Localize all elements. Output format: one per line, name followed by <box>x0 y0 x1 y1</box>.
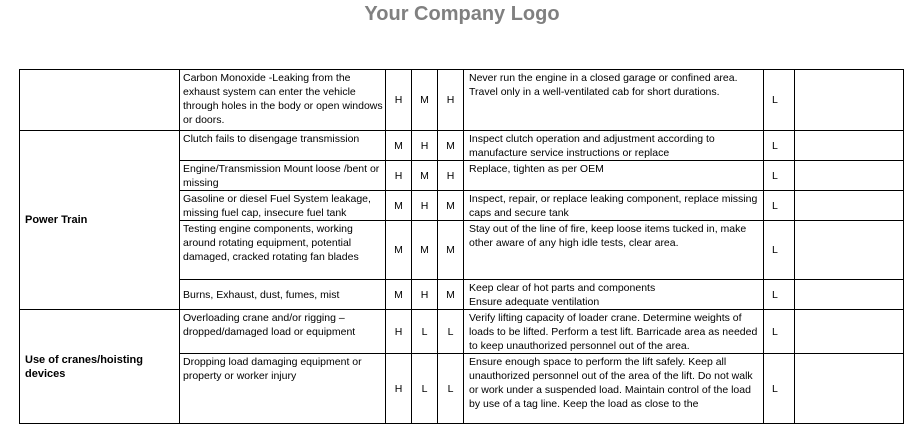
notes-cell <box>795 131 904 161</box>
residual-rating-cell: L <box>764 191 795 221</box>
hazard-cell: Overloading crane and/or rigging – dropped/damaged load or equipment <box>180 310 386 354</box>
rating-cell: M <box>386 221 412 280</box>
notes-cell <box>795 191 904 221</box>
residual-rating-cell: L <box>764 221 795 280</box>
control-cell: Verify lifting capacity of loader crane. Determine weights of loads to be lifted. Perform a test lift. Barricade area as needed to keep unauthorized personnel out of the area. <box>464 310 764 354</box>
company-logo-placeholder: Your Company Logo <box>364 3 560 25</box>
section-label <box>20 70 180 131</box>
hazard-cell: Carbon Monoxide -Leaking from the exhaust system can enter the vehicle through holes in the body or open windows or doors. <box>180 70 386 131</box>
rating-cell: M <box>438 280 464 310</box>
rating-cell: H <box>412 280 438 310</box>
rating-cell: M <box>412 221 438 280</box>
rating-cell: H <box>438 161 464 191</box>
rating-cell: M <box>412 161 438 191</box>
control-cell: Never run the engine in a closed garage or confined area. Travel only in a well-ventilated cab for short durations. <box>464 70 764 131</box>
control-cell: Ensure enough space to perform the lift safely. Keep all unauthorized personnel out of the area of the lift. Do not walk or work under a suspended load. Maintain control of the load by use of a tag line. Keep the load as close to the <box>464 354 764 424</box>
rating-cell: L <box>412 310 438 354</box>
table-row <box>20 131 904 161</box>
notes-cell <box>795 354 904 424</box>
hazard-cell: Engine/Transmission Mount loose /bent or missing <box>180 161 386 191</box>
residual-rating-cell: L <box>764 161 795 191</box>
hazard-cell: Dropping load damaging equipment or property or worker injury <box>180 354 386 424</box>
residual-rating-cell: L <box>764 354 795 424</box>
rating-cell: L <box>438 310 464 354</box>
rating-cell: H <box>438 70 464 131</box>
section-label: Use of cranes/hoisting devices <box>20 310 180 424</box>
table-row <box>20 70 904 131</box>
rating-cell: H <box>386 161 412 191</box>
rating-cell: M <box>438 221 464 280</box>
hazard-cell: Clutch fails to disengage transmission <box>180 131 386 161</box>
rating-cell: H <box>386 310 412 354</box>
rating-cell: H <box>412 191 438 221</box>
control-cell: Stay out of the line of fire, keep loose items tucked in, make other aware of any high idle tests, clear area. <box>464 221 764 280</box>
notes-cell <box>795 221 904 280</box>
rating-cell: M <box>438 191 464 221</box>
notes-cell <box>795 161 904 191</box>
rating-cell: H <box>412 131 438 161</box>
notes-cell <box>795 70 904 131</box>
residual-rating-cell: L <box>764 310 795 354</box>
rating-cell: M <box>386 191 412 221</box>
rating-cell: M <box>412 70 438 131</box>
rating-cell: M <box>438 131 464 161</box>
rating-cell: H <box>386 354 412 424</box>
hazard-cell: Gasoline or diesel Fuel System leakage, missing fuel cap, insecure fuel tank <box>180 191 386 221</box>
risk-assessment-table <box>19 69 904 424</box>
rating-cell: L <box>438 354 464 424</box>
notes-cell <box>795 310 904 354</box>
residual-rating-cell: L <box>764 280 795 310</box>
hazard-cell: Testing engine components, working around rotating equipment, potential damaged, cracked rotating fan blades <box>180 221 386 280</box>
rating-cell: M <box>386 131 412 161</box>
residual-rating-cell: L <box>764 131 795 161</box>
residual-rating-cell: L <box>764 70 795 131</box>
control-cell: Inspect clutch operation and adjustment according to manufacture service instructions or replace <box>464 131 764 161</box>
hazard-cell: Burns, Exhaust, dust, fumes, mist <box>180 280 386 310</box>
notes-cell <box>795 280 904 310</box>
control-cell: Keep clear of hot parts and components Ensure adequate ventilation <box>464 280 764 310</box>
rating-cell: M <box>386 280 412 310</box>
control-cell: Inspect, repair, or replace leaking component, replace missing caps and secure tank <box>464 191 764 221</box>
rating-cell: L <box>412 354 438 424</box>
table-row <box>20 310 904 354</box>
control-cell: Replace, tighten as per OEM <box>464 161 764 191</box>
rating-cell: H <box>386 70 412 131</box>
section-label: Power Train <box>20 131 180 310</box>
